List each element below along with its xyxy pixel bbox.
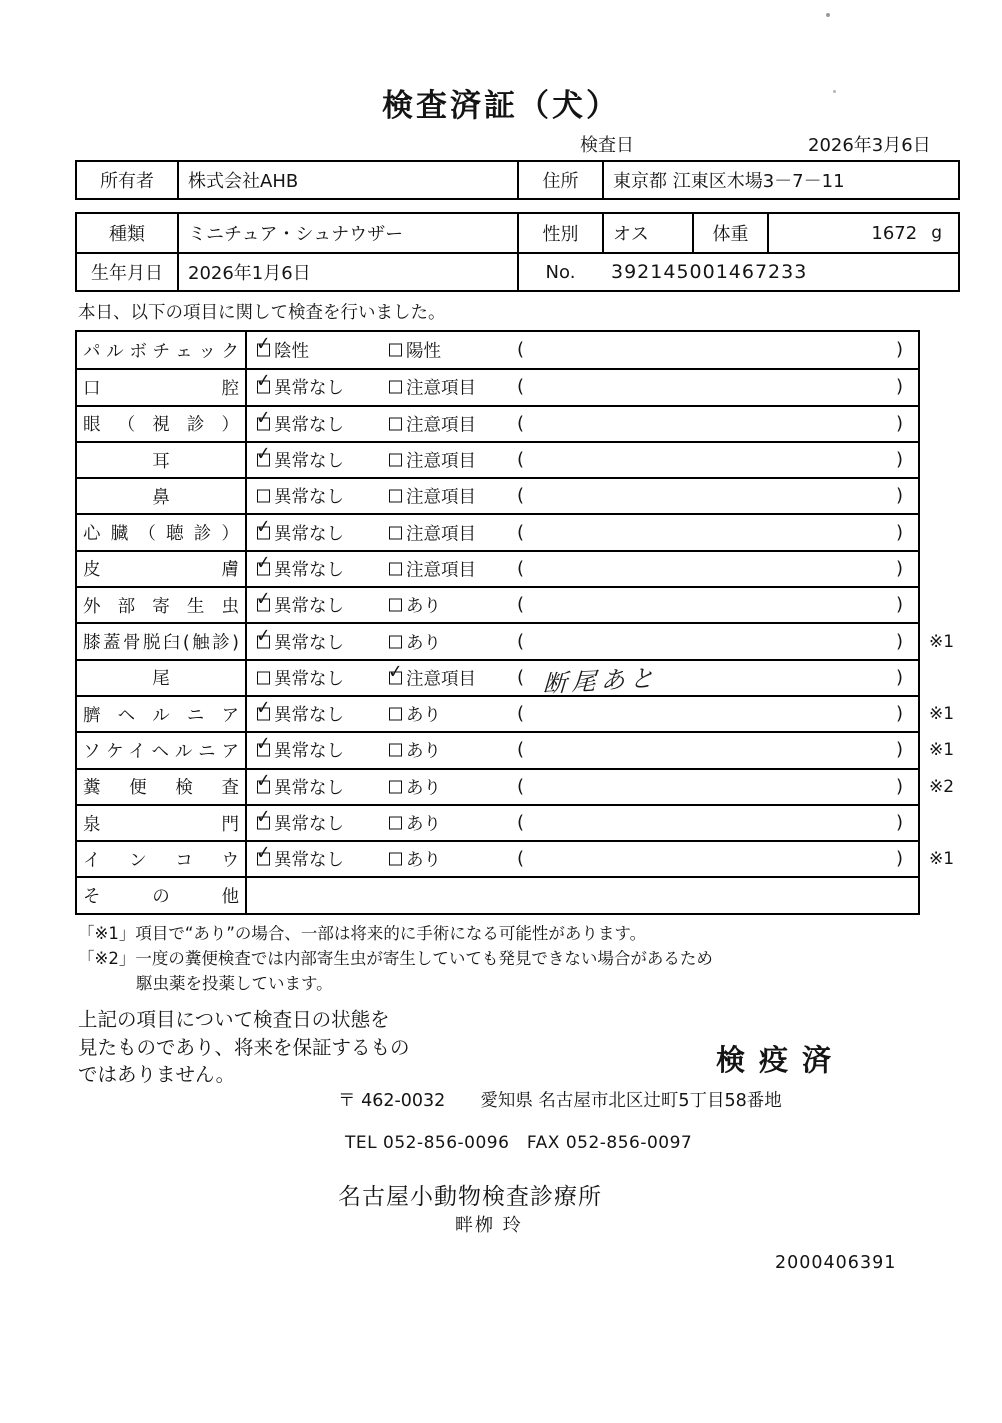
disclaimer-line-1: 上記の項目について検査日の状態を: [78, 1008, 390, 1031]
no-value: 392145001467233: [611, 261, 808, 283]
checklist-item-label: 泉門: [77, 806, 247, 840]
sex-label: 性別: [517, 214, 602, 252]
handwritten-note: 断尾あと: [542, 663, 660, 698]
checklist-item-label: インコウ: [77, 842, 247, 876]
option-2-label: あり: [406, 814, 441, 835]
option-2-label: あり: [406, 633, 441, 654]
checkbox-option-2[interactable]: [389, 562, 402, 575]
checkbox-option-2[interactable]: [389, 744, 402, 757]
paren-open: (: [517, 848, 525, 870]
option-1-label: 陰性: [274, 341, 309, 362]
intro-text: 本日、以下の項目に関して検査を行いました。: [78, 303, 446, 323]
weight-unit: g: [931, 223, 942, 243]
paren-open: (: [517, 703, 525, 725]
checkbox-option-1[interactable]: [257, 344, 270, 357]
option-2-label: あり: [406, 778, 441, 799]
checklist-row: [77, 659, 918, 698]
option-2: [389, 484, 476, 509]
option-1-label: 異常なし: [274, 415, 344, 436]
paren-open: (: [517, 775, 525, 797]
checkbox-option-1[interactable]: [257, 454, 270, 467]
option-2: [389, 520, 476, 545]
paren-open: (: [517, 558, 525, 580]
option-1: [257, 774, 344, 799]
option-1-label: 異常なし: [274, 451, 344, 472]
birth-value: 2026年1月6日: [177, 254, 517, 290]
option-2-label: 陽性: [406, 341, 441, 362]
option-2: [389, 375, 476, 400]
checklist-row: [77, 477, 918, 513]
option-1-label: 異常なし: [274, 596, 344, 617]
option-2: [389, 411, 476, 436]
footnote-mark: ※2: [929, 776, 955, 797]
checklist-item-label: 耳: [77, 443, 247, 477]
option-2: [389, 702, 441, 727]
option-2-label: あり: [406, 741, 441, 762]
scan-artifact: [826, 13, 830, 17]
disclaimer: [78, 1006, 410, 1089]
option-2: [389, 811, 441, 836]
paren-close: ): [895, 412, 903, 434]
address-label: 住所: [517, 162, 602, 198]
birth-label: 生年月日: [91, 263, 163, 284]
paren-close: ): [895, 339, 903, 361]
checklist-item-label: 外部寄生虫: [77, 588, 247, 622]
checklist-row: [77, 513, 918, 549]
option-2: [389, 847, 441, 872]
checkbox-option-2[interactable]: [389, 780, 402, 793]
owner-value: 株式会社AHB: [177, 162, 517, 198]
option-2: [389, 593, 441, 618]
option-1: [257, 738, 344, 763]
paren-open: (: [517, 739, 525, 761]
owner-table: [75, 160, 960, 200]
paren-open: (: [517, 412, 525, 434]
checkbox-option-1[interactable]: [257, 381, 270, 394]
option-1-label: 異常なし: [274, 378, 344, 399]
option-1-label: 異常なし: [274, 487, 344, 508]
option-1: [257, 702, 344, 727]
checkbox-option-2[interactable]: [389, 635, 402, 648]
checkbox-option-1[interactable]: [257, 744, 270, 757]
option-2: [389, 338, 441, 363]
checkbox-option-2[interactable]: [389, 708, 402, 721]
checklist-item-label: ソケイヘルニア: [77, 733, 247, 767]
checkbox-option-2[interactable]: [389, 526, 402, 539]
weight-number: 1672: [871, 222, 918, 244]
checklist-row: [77, 441, 918, 477]
checklist-row: [77, 840, 955, 876]
pet-table: [75, 212, 960, 292]
paren-close: ): [895, 558, 903, 580]
option-1-label: 異常なし: [274, 741, 344, 762]
option-1: [257, 411, 344, 436]
paren-close: ): [895, 594, 903, 616]
paren-open: (: [517, 376, 525, 398]
weight-value: [767, 214, 962, 252]
checkbox-option-2[interactable]: [389, 344, 402, 357]
option-2-label: 注意項目: [406, 451, 476, 472]
checklist-row: [77, 405, 918, 441]
checkbox-option-2[interactable]: [389, 599, 402, 612]
checkbox-option-1[interactable]: [257, 526, 270, 539]
option-1: [257, 520, 344, 545]
option-2: [389, 774, 441, 799]
paren-open: (: [517, 594, 525, 616]
checklist-item-label: 眼（視診）: [77, 407, 247, 441]
option-2: [389, 738, 441, 763]
option-1-label: 異常なし: [274, 705, 344, 726]
disclaimer-line-2: 見たものであり、将来を保証するもの: [78, 1035, 410, 1059]
quarantine-stamp: 検疫済: [716, 1043, 846, 1077]
address-value: 東京都 江東区木場3－7－11: [602, 162, 962, 198]
paren-close: ): [895, 812, 903, 834]
checklist-row: [77, 695, 955, 731]
paren-open: (: [517, 812, 525, 834]
checklist-row: [77, 332, 918, 368]
option-2: [389, 629, 441, 654]
checkbox-option-2[interactable]: [389, 853, 402, 866]
clinic-name: 名古屋小動物検査診療所: [338, 1184, 602, 1210]
footnote-2: 「※2」一度の糞便検査では内部寄生虫が寄生していても発見できない場合があるため: [78, 949, 713, 968]
checklist-item-label: 膝蓋骨脱臼(触診): [77, 624, 247, 658]
option-1-label: 異常なし: [274, 778, 344, 799]
checklist-row: [77, 731, 955, 767]
paren-close: ): [895, 775, 903, 797]
checklist-item-label: その他: [77, 878, 247, 912]
checkbox-option-1[interactable]: [257, 599, 270, 612]
disclaimer-line-3: ではありません。: [78, 1063, 236, 1086]
footnote-mark: ※1: [929, 704, 955, 725]
checkbox-option-2[interactable]: [389, 381, 402, 394]
checkbox-option-1[interactable]: [257, 417, 270, 430]
option-1: [257, 629, 344, 654]
checklist-row: [77, 622, 955, 658]
checkbox-option-2[interactable]: [389, 454, 402, 467]
option-1-label: 異常なし: [274, 814, 344, 835]
checkbox-option-1[interactable]: [257, 780, 270, 793]
option-1-label: 異常なし: [274, 524, 344, 545]
checklist-item-label: 糞便検査: [77, 770, 247, 804]
no-label: No.: [517, 254, 602, 290]
footnote-mark: ※1: [929, 631, 955, 652]
footnote-2-cont: 駆虫薬を投薬しています。: [136, 974, 333, 993]
option-2-label: 注意項目: [406, 524, 476, 545]
checklist-row: [77, 768, 955, 804]
paren-open: (: [517, 485, 525, 507]
checkbox-option-1[interactable]: [257, 635, 270, 648]
option-1-label: 異常なし: [274, 633, 344, 654]
owner-label: 所有者: [100, 171, 154, 192]
option-1-label: 異常なし: [274, 669, 344, 690]
checkbox-option-1[interactable]: [257, 817, 270, 830]
veterinarian-name: 畔栁 玲: [455, 1215, 523, 1236]
checklist-item-label: 口腔: [77, 370, 247, 404]
checklist-item-label: 尾: [77, 661, 247, 695]
checklist-row: [77, 368, 918, 404]
option-1: [257, 375, 344, 400]
option-1: [257, 811, 344, 836]
page-title: 検査済証（犬）: [382, 88, 620, 124]
checkbox-option-1[interactable]: [257, 671, 270, 684]
paren-close: ): [895, 848, 903, 870]
checkbox-option-1[interactable]: [257, 708, 270, 721]
checklist-item-label: パルボチェック: [77, 332, 247, 368]
weight-label: 体重: [692, 214, 767, 252]
paren-close: ): [895, 449, 903, 471]
option-2-label: 注意項目: [406, 415, 476, 436]
paren-open: (: [517, 521, 525, 543]
checklist-table: [75, 330, 955, 915]
footnotes: [78, 921, 713, 996]
paren-close: ): [895, 666, 903, 688]
clinic-postal-address: 〒 462-0032 愛知県 名古屋市北区辻町5丁目58番地: [338, 1091, 782, 1111]
option-2: [389, 665, 476, 690]
checklist-item-label: 鼻: [77, 479, 247, 513]
sex-value: オス: [602, 214, 692, 252]
paren-open: (: [517, 630, 525, 652]
checklist-row: [77, 804, 918, 840]
paren-close: ): [895, 376, 903, 398]
option-1-label: 異常なし: [274, 850, 344, 871]
checkbox-option-2[interactable]: [389, 417, 402, 430]
checklist-item-label: 臍ヘルニア: [77, 697, 247, 731]
footnote-mark: ※1: [929, 849, 955, 870]
paren-close: ): [895, 485, 903, 507]
paren-close: ): [895, 630, 903, 652]
option-2-label: 注意項目: [406, 378, 476, 399]
footnote-1: 「※1」項目で“あり”の場合、一部は将来的に手術になる可能性があります。: [78, 924, 647, 943]
document-code: 2000406391: [775, 1253, 897, 1273]
inspection-date-value: 2026年3月6日: [808, 135, 931, 156]
checkbox-option-1[interactable]: [257, 490, 270, 503]
option-2: [389, 448, 476, 473]
breed-value: ミニチュア・シュナウザー: [177, 214, 517, 252]
checkbox-option-1[interactable]: [257, 562, 270, 575]
inspection-date-label: 検査日: [580, 135, 634, 156]
checkbox-option-1[interactable]: [257, 853, 270, 866]
option-1: [257, 338, 309, 363]
checkbox-option-2[interactable]: [389, 817, 402, 830]
checkbox-option-2[interactable]: [389, 671, 402, 684]
option-2: [389, 556, 476, 581]
option-2-label: 注意項目: [406, 669, 476, 690]
checklist-item-label: 皮膚: [77, 552, 247, 586]
option-2-label: あり: [406, 596, 441, 617]
option-2-label: 注意項目: [406, 487, 476, 508]
checklist-row: [77, 550, 918, 586]
clinic-tel-fax: TEL 052-856-0096 FAX 052-856-0097: [345, 1133, 693, 1153]
option-2-label: あり: [406, 705, 441, 726]
paren-close: ): [895, 521, 903, 543]
paren-close: ): [895, 739, 903, 761]
option-1: [257, 556, 344, 581]
option-1-label: 異常なし: [274, 560, 344, 581]
option-2-label: あり: [406, 850, 441, 871]
checkbox-option-2[interactable]: [389, 490, 402, 503]
footnote-mark: ※1: [929, 740, 955, 761]
paren-open: (: [517, 449, 525, 471]
paren-open: (: [517, 339, 525, 361]
option-1: [257, 484, 344, 509]
option-1: [257, 448, 344, 473]
option-2-label: 注意項目: [406, 560, 476, 581]
breed-label: 種類: [109, 224, 145, 245]
checklist-row: [77, 876, 918, 912]
option-1: [257, 665, 344, 690]
paren-close: ): [895, 703, 903, 725]
option-1: [257, 593, 344, 618]
checklist-row: [77, 586, 918, 622]
option-1: [257, 847, 344, 872]
paren-open: (: [517, 666, 525, 688]
checklist-item-label: 心臓（聴診）: [77, 515, 247, 549]
